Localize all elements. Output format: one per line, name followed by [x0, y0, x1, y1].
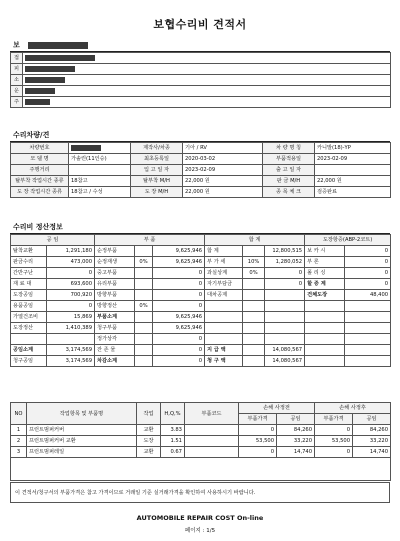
table-row: 모 델 명 가솔린(11인승) 최초등록일 2020-03-02 부품적용일 2023-02-09: [11, 154, 391, 165]
table-cell: 1: [11, 425, 27, 436]
table-cell: 3: [11, 447, 27, 458]
table-cell: 프런트범퍼레일: [27, 447, 137, 458]
table-cell: 대차공제: [205, 290, 243, 301]
settlement-table: [10, 234, 391, 367]
table-cell: 도장공임: [11, 290, 47, 301]
table-cell: 부 론: [305, 257, 345, 268]
table-cell: [135, 246, 153, 257]
table-cell: [345, 345, 391, 356]
row-label: 접: [11, 53, 23, 64]
table-cell: [135, 312, 153, 323]
table-cell: 유리부품: [95, 279, 135, 290]
table-row: [11, 75, 391, 86]
table-cell: 0: [153, 345, 205, 356]
table-cell: 700,920: [47, 290, 95, 301]
table-cell: [305, 334, 345, 345]
table-cell: 3,174,569: [47, 345, 95, 356]
table-cell: [205, 334, 243, 345]
table-cell: 순정재생: [95, 257, 135, 268]
vehicle-section-header: [10, 130, 390, 142]
table-cell: 0: [345, 268, 391, 279]
table-row: [11, 436, 391, 447]
table-cell: 0: [345, 246, 391, 257]
insurance-section-title: 보: [13, 41, 20, 49]
table-cell: [135, 290, 153, 301]
table-cell: 84,260: [353, 425, 391, 436]
redacted-block: [25, 55, 95, 61]
table-cell: 0: [265, 279, 305, 290]
table-cell: [305, 312, 345, 323]
redacted-block: [25, 77, 65, 83]
insurance-section-header: [10, 40, 390, 52]
column-header: 도장항증(ABP-2코트): [305, 235, 391, 246]
table-cell: 1,291,180: [47, 246, 95, 257]
table-cell: 1.51: [161, 436, 185, 447]
settlement-rows: [11, 246, 391, 367]
table-cell: 재 료 대: [11, 279, 47, 290]
table-cell: [265, 301, 305, 312]
table-cell: 프런트범퍼커버: [27, 425, 137, 436]
table-cell: [135, 345, 153, 356]
table-cell: 0%: [135, 301, 153, 312]
table-row: 주행거리 입 고 일 자 2023-02-09 출 고 일 자: [11, 165, 391, 176]
table-cell: 53,500: [315, 436, 353, 447]
table-cell: 1,280,052: [265, 257, 305, 268]
table-cell: 9,625,946: [153, 257, 205, 268]
table-cell: [243, 323, 265, 334]
table-row: [11, 268, 391, 279]
table-cell: 48,400: [345, 290, 391, 301]
table-cell: 0: [153, 279, 205, 290]
column-header: NO: [11, 403, 27, 425]
table-cell: 순정부품: [95, 246, 135, 257]
insurance-table: [10, 52, 391, 108]
column-header: 작업항목 및 부품명: [27, 403, 137, 425]
table-cell: [265, 312, 305, 323]
table-cell: 프런트범퍼커버 교환: [27, 436, 137, 447]
table-cell: 0: [153, 290, 205, 301]
footer-note: 이 견적서/청구서의 부품가격은 참고 가격이므로 거래일 기준 실거래가격을 확인하여 사용하시기 바랍니다.: [10, 482, 390, 503]
table-cell: 합 계: [205, 246, 243, 257]
table-cell: 9,625,946: [153, 323, 205, 334]
redacted-block: [71, 145, 101, 151]
row-label: 주: [11, 97, 23, 108]
table-row: [11, 246, 391, 257]
table-cell: 0: [345, 257, 391, 268]
redacted-block: [25, 99, 50, 105]
table-cell: [135, 268, 153, 279]
table-cell: 0: [265, 268, 305, 279]
table-cell: 14,080,567: [265, 356, 305, 367]
column-header: 손해 사정전: [239, 403, 315, 414]
table-cell: [345, 356, 391, 367]
table-cell: 정가상각: [95, 334, 135, 345]
table-cell: 공임소계: [11, 345, 47, 356]
row-label: 운: [11, 86, 23, 97]
table-cell: 간반구난: [11, 268, 47, 279]
table-cell: 15,869: [47, 312, 95, 323]
table-cell: [185, 447, 239, 458]
table-cell: 0: [345, 279, 391, 290]
table-cell: 0: [153, 334, 205, 345]
table-cell: 교환: [137, 425, 161, 436]
table-cell: 1,410,389: [47, 323, 95, 334]
settlement-section: [10, 222, 390, 367]
column-header: H,Q,%: [161, 403, 185, 425]
table-cell: 방향정산: [95, 301, 135, 312]
table-cell: [345, 323, 391, 334]
column-header: 부 품: [95, 235, 205, 246]
table-cell: 33,220: [277, 436, 315, 447]
table-cell: [265, 323, 305, 334]
insurance-section: [10, 40, 390, 108]
table-cell: 0: [315, 447, 353, 458]
table-cell: 12,800,515: [265, 246, 305, 257]
column-header: 손해 사정후: [315, 403, 391, 414]
table-row: [11, 64, 391, 75]
table-cell: [305, 301, 345, 312]
table-row: [11, 312, 391, 323]
table-cell: [205, 301, 243, 312]
table-cell: 14,740: [353, 447, 391, 458]
table-cell: 보 카 시: [305, 246, 345, 257]
table-cell: [243, 279, 265, 290]
table-cell: 2: [11, 436, 27, 447]
table-cell: 0: [47, 268, 95, 279]
table-cell: 0.67: [161, 447, 185, 458]
table-cell: 잔 존 물: [95, 345, 135, 356]
table-cell: 견체도장: [305, 290, 345, 301]
table-cell: [243, 312, 265, 323]
table-cell: [185, 425, 239, 436]
table-cell: 0: [153, 268, 205, 279]
table-cell: 청구공임: [11, 356, 47, 367]
vehicle-section-title: 수리차량/견: [13, 131, 50, 139]
table-cell: [345, 312, 391, 323]
table-cell: [243, 246, 265, 257]
table-cell: 84,260: [277, 425, 315, 436]
table-cell: 중고부품: [95, 268, 135, 279]
table-cell: 청 구 액: [205, 356, 243, 367]
settlement-section-header: [10, 222, 390, 234]
items-section: [10, 402, 390, 481]
table-cell: 지 급 액: [205, 345, 243, 356]
table-cell: 0: [47, 301, 95, 312]
table-cell: 0: [153, 356, 205, 367]
table-cell: [305, 345, 345, 356]
table-cell: 473,000: [47, 257, 95, 268]
table-cell: 0: [239, 425, 277, 436]
table-cell: [135, 323, 153, 334]
table-cell: 0%: [135, 257, 153, 268]
table-cell: 14,080,567: [265, 345, 305, 356]
column-subheader: 부품가격: [315, 414, 353, 425]
table-cell: 탈착교환: [11, 246, 47, 257]
table-cell: 14,740: [277, 447, 315, 458]
table-cell: [265, 334, 305, 345]
column-subheader: 공임: [277, 414, 315, 425]
table-cell: 3.83: [161, 425, 185, 436]
table-row-empty: [11, 458, 391, 481]
table-cell: 도장정산: [11, 323, 47, 334]
table-row: [11, 97, 391, 108]
table-cell: [243, 334, 265, 345]
table-row: [11, 345, 391, 356]
column-subheader: 부품가격: [239, 414, 277, 425]
table-cell: [243, 290, 265, 301]
table-row: [11, 334, 391, 345]
table-cell: 용품공임: [11, 301, 47, 312]
table-cell: [345, 334, 391, 345]
table-cell: 9,625,946: [153, 246, 205, 257]
table-cell: [47, 334, 95, 345]
row-label: 피: [11, 64, 23, 75]
table-cell: 교환: [137, 447, 161, 458]
table-cell: [243, 301, 265, 312]
row-label: 소: [11, 75, 23, 86]
item-rows: [11, 425, 391, 458]
table-row: [11, 86, 391, 97]
table-row: [11, 447, 391, 458]
table-cell: [305, 356, 345, 367]
table-cell: [243, 345, 265, 356]
table-cell: 부 가 세: [205, 257, 243, 268]
column-header: 공 임: [11, 235, 95, 246]
column-header: 합 계: [205, 235, 305, 246]
table-cell: 9,625,946: [153, 312, 205, 323]
table-cell: [243, 356, 265, 367]
table-cell: [135, 334, 153, 345]
table-header-row: [11, 235, 391, 246]
table-row: [11, 290, 391, 301]
table-cell: 33,220: [353, 436, 391, 447]
table-cell: 10%: [243, 257, 265, 268]
document-title: 보협수리비 견적서: [153, 18, 247, 31]
table-cell: 차감소계: [95, 356, 135, 367]
redacted-block: [25, 66, 75, 72]
redacted-block: [25, 88, 55, 94]
page-number: 페이지 : 1/5: [184, 528, 216, 534]
table-cell: 부품소계: [95, 312, 135, 323]
table-cell: 0: [153, 301, 205, 312]
table-cell: 693,600: [47, 279, 95, 290]
table-cell: 폴 리 싱: [305, 268, 345, 279]
redacted-block: [28, 42, 88, 49]
table-cell: 판금수리: [11, 257, 47, 268]
vehicle-section: [10, 130, 390, 198]
table-cell: 0%: [243, 268, 265, 279]
table-cell: [305, 323, 345, 334]
table-cell: 자기부담금: [205, 279, 243, 290]
table-row: [11, 301, 391, 312]
table-row: [11, 323, 391, 334]
table-cell: 53,500: [239, 436, 277, 447]
footer-brand: AUTOMOBILE REPAIR COST On-line: [136, 514, 264, 522]
table-cell: 과실상계: [205, 268, 243, 279]
table-row: [11, 356, 391, 367]
settlement-section-title: 수리비 정산정보: [13, 223, 63, 231]
table-cell: 방향부품: [95, 290, 135, 301]
table-row: 도 장 작업시간 종류 18참고 / 수성 도 장 M/H 22,000 원 종 목 체 크 검증완료: [11, 187, 391, 198]
table-cell: 0: [239, 447, 277, 458]
table-cell: 가열건조비: [11, 312, 47, 323]
table-row: [11, 53, 391, 64]
table-cell: [265, 290, 305, 301]
table-row: [11, 425, 391, 436]
table-cell: 청구부품: [95, 323, 135, 334]
table-cell: [185, 436, 239, 447]
table-cell: 도장: [137, 436, 161, 447]
table-cell: [205, 323, 243, 334]
table-cell: [345, 301, 391, 312]
table-cell: [135, 356, 153, 367]
table-cell: [205, 312, 243, 323]
column-header: 부품코드: [185, 403, 239, 425]
table-row: 차량번호 제작사/차종 기아 / RV 차 량 명 칭 카니발(18)-YP: [11, 143, 391, 154]
column-header: 작업: [137, 403, 161, 425]
items-table: [10, 402, 391, 481]
table-row: 탈부착 작업시간 종류 18참고 탈부착 M/H 22,000 원 판 금 M/H 22,000 원: [11, 176, 391, 187]
table-cell: [135, 279, 153, 290]
table-row: [11, 257, 391, 268]
vehicle-table: [10, 142, 391, 198]
table-header-row: [11, 403, 391, 414]
table-cell: 0: [315, 425, 353, 436]
table-cell: [11, 334, 47, 345]
table-cell: 3,174,569: [47, 356, 95, 367]
column-subheader: 공임: [353, 414, 391, 425]
table-row: [11, 279, 391, 290]
table-cell: 할 증 계: [305, 279, 345, 290]
